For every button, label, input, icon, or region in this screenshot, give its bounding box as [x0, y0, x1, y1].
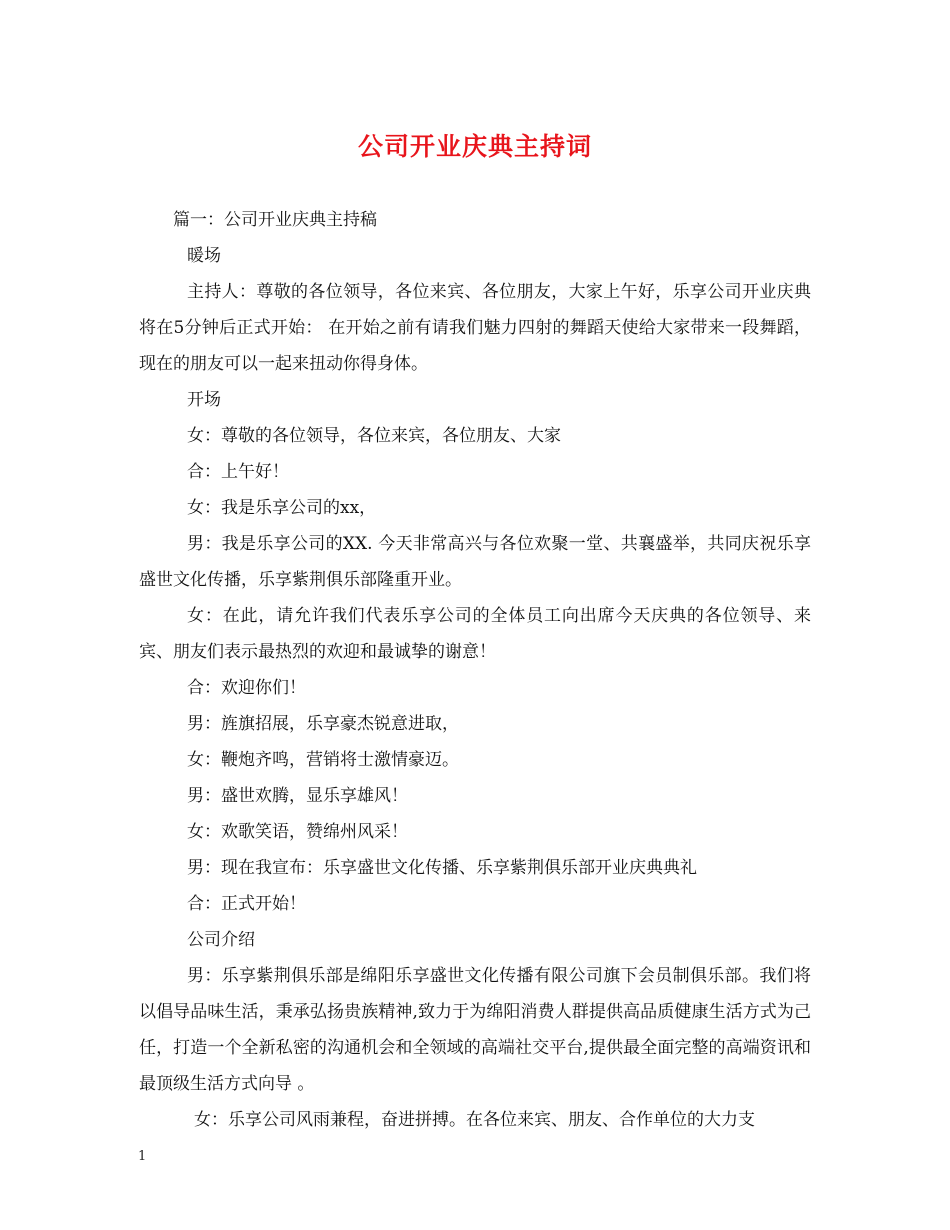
paragraph: 女：在此，请允许我们代表乐享公司的全体员工向出席今天庆典的各位领导、来宾、朋友们表示最热烈的欢迎和最诚挚的谢意！	[139, 606, 811, 662]
paragraph: 公司介绍	[187, 930, 255, 950]
paragraph: 女：鞭炮齐鸣，营销将士激情豪迈。	[187, 750, 459, 770]
paragraph: 男：旌旗招展，乐享豪杰锐意进取，	[187, 714, 459, 734]
paragraph: 合：欢迎你们！	[187, 678, 306, 698]
paragraph: 女：尊敬的各位领导，各位来宾，各位朋友、大家	[187, 426, 561, 446]
document-title: 公司开业庆典主持词	[357, 132, 592, 161]
paragraph: 女：乐享公司风雨兼程，奋进拼搏。在各位来宾、朋友、合作单位的大力支	[194, 1110, 755, 1130]
paragraph: 合：上午好！	[187, 462, 289, 482]
paragraph: 篇一：公司开业庆典主持稿	[173, 210, 377, 230]
paragraph: 男：我是乐享公司的XX. 今天非常高兴与各位欢聚一堂、共襄盛举，共同庆祝乐享盛世文化传播，乐享紫荆俱乐部隆重开业。	[139, 534, 811, 590]
paragraph: 女：欢歌笑语，赞绵州风采！	[187, 822, 408, 842]
paragraph: 暖场	[187, 246, 221, 266]
paragraph: 男：乐享紫荆俱乐部是绵阳乐享盛世文化传播有限公司旗下会员制俱乐部。我们将以倡导品味生活，秉承弘扬贵族精神,致力于为绵阳消费人群提供高品质健康生活方式为己任，打造一个全新私密的沟通机会和全领域的高端社交平台,提供最全面完整的高端资讯和最顶级生活方式向导 。	[139, 966, 811, 1094]
paragraph: 女：我是乐享公司的xx，	[187, 498, 377, 518]
paragraph: 开场	[187, 390, 221, 410]
paragraph: 男：盛世欢腾，显乐享雄风！	[187, 786, 408, 806]
paragraph: 合：正式开始！	[187, 894, 306, 914]
paragraph: 主持人：尊敬的各位领导，各位来宾、各位朋友，大家上午好，乐享公司开业庆典将在5分钟后正式开始： 在开始之前有请我们魅力四射的舞蹈天使给大家带来一段舞蹈，现在的朋友可以一起来扭动你得身体。	[139, 282, 811, 374]
page-number: 1	[138, 1149, 147, 1164]
document-body	[139, 202, 811, 1138]
paragraph: 男：现在我宣布：乐享盛世文化传播、乐享紫荆俱乐部开业庆典典礼	[187, 858, 697, 878]
